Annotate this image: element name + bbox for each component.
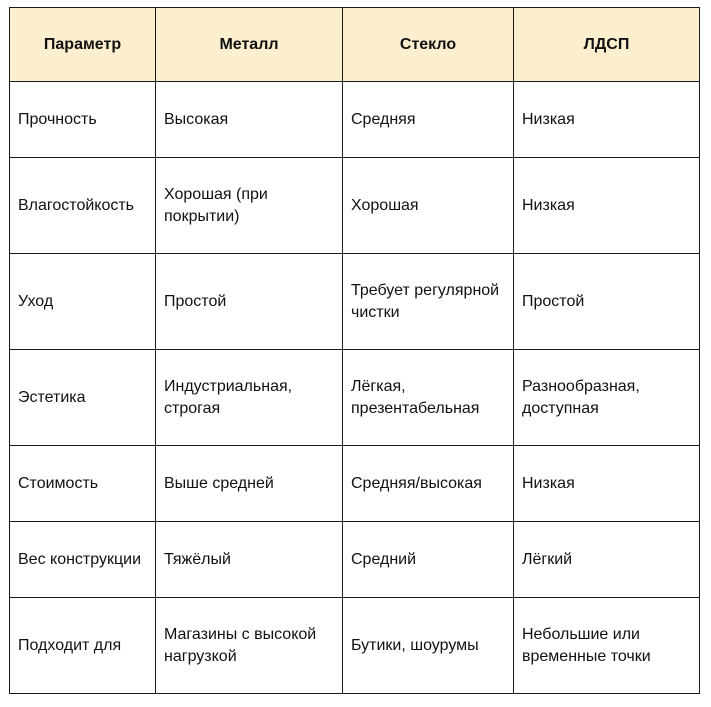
table-cell: Вес конструкции	[10, 522, 156, 598]
table-cell: Низкая	[514, 158, 700, 254]
table-cell: Стоимость	[10, 446, 156, 522]
table-cell: Низкая	[514, 446, 700, 522]
table-cell: Уход	[10, 254, 156, 350]
table-row	[10, 350, 700, 446]
table-cell: Простой	[156, 254, 343, 350]
table-row	[10, 446, 700, 522]
table-body	[10, 82, 700, 694]
table-cell: Лёгкая, презентабельная	[343, 350, 514, 446]
table-cell: Высокая	[156, 82, 343, 158]
table-row	[10, 158, 700, 254]
header-cell-glass: Стекло	[343, 8, 514, 82]
table-cell: Индустриальная, строгая	[156, 350, 343, 446]
table-cell: Лёгкий	[514, 522, 700, 598]
table-cell: Разнообразная, доступная	[514, 350, 700, 446]
table-cell: Требует регулярной чистки	[343, 254, 514, 350]
table-cell: Низкая	[514, 82, 700, 158]
table-cell: Небольшие или временные точки	[514, 598, 700, 694]
table-cell: Бутики, шоурумы	[343, 598, 514, 694]
table-cell: Простой	[514, 254, 700, 350]
table-cell: Хорошая (при покрытии)	[156, 158, 343, 254]
table-row	[10, 254, 700, 350]
table-cell: Прочность	[10, 82, 156, 158]
comparison-table	[9, 7, 700, 694]
table-row	[10, 598, 700, 694]
table-cell: Магазины с высокой нагрузкой	[156, 598, 343, 694]
table-cell: Влагостойкость	[10, 158, 156, 254]
header-cell-ldsp: ЛДСП	[514, 8, 700, 82]
header-cell-metal: Металл	[156, 8, 343, 82]
table-cell: Эстетика	[10, 350, 156, 446]
table-cell: Средняя/высокая	[343, 446, 514, 522]
header-cell-parameter: Параметр	[10, 8, 156, 82]
table-cell: Хорошая	[343, 158, 514, 254]
table-row	[10, 82, 700, 158]
table-cell: Тяжёлый	[156, 522, 343, 598]
table-cell: Выше средней	[156, 446, 343, 522]
table-cell: Подходит для	[10, 598, 156, 694]
header-row	[10, 8, 700, 82]
table-cell: Средняя	[343, 82, 514, 158]
table-header	[10, 8, 700, 82]
table-row	[10, 522, 700, 598]
table-cell: Средний	[343, 522, 514, 598]
